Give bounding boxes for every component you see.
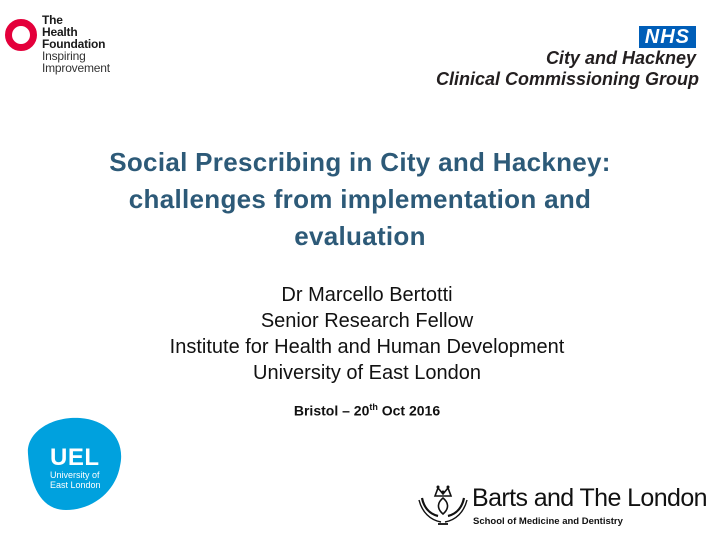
title-line-1: Social Prescribing in City and Hackney: (109, 147, 611, 177)
title-line-3: evaluation (294, 221, 426, 251)
event-sup: th (369, 402, 378, 412)
author-block (0, 282, 720, 386)
uel-line2: East London (50, 480, 101, 490)
title-line-2: challenges from implementation and (128, 184, 592, 214)
barts-name: Barts and The London (472, 484, 707, 512)
hf-line-the: The (42, 13, 63, 27)
author-institute: Institute for Health and Human Development (169, 336, 565, 358)
event-suffix: Oct 2016 (377, 402, 441, 419)
nhs-org-line1: City and Hackney (545, 48, 696, 68)
author-role: Senior Research Fellow (260, 310, 474, 332)
barts-logo (412, 476, 707, 532)
event-prefix: Bristol – 20 (293, 402, 370, 419)
hf-line-inspiring: Inspiring (42, 49, 86, 63)
hf-line-health: Health (42, 25, 78, 39)
author-name: Dr Marcello Bertotti (281, 284, 453, 306)
health-foundation-logo (4, 12, 134, 82)
barts-subtitle: School of Medicine and Dentistry (473, 516, 623, 527)
uel-logo (22, 414, 132, 514)
hf-line-improvement: Improvement (42, 61, 110, 75)
author-university: University of East London (253, 362, 481, 384)
crown-crest-icon (416, 480, 470, 530)
nhs-ccg-logo (436, 26, 700, 90)
health-foundation-wordmark (42, 14, 110, 74)
nhs-org-line2: Clinical Commissioning Group (436, 69, 700, 89)
uel-wordmark (50, 446, 101, 490)
slide-title (30, 144, 690, 255)
uel-abbrev: UEL (50, 444, 100, 471)
ring-logo-icon (4, 18, 38, 52)
hf-line-foundation: Foundation (42, 37, 106, 51)
uel-line1: University of (50, 470, 100, 480)
nhs-badge: NHS (639, 26, 696, 48)
